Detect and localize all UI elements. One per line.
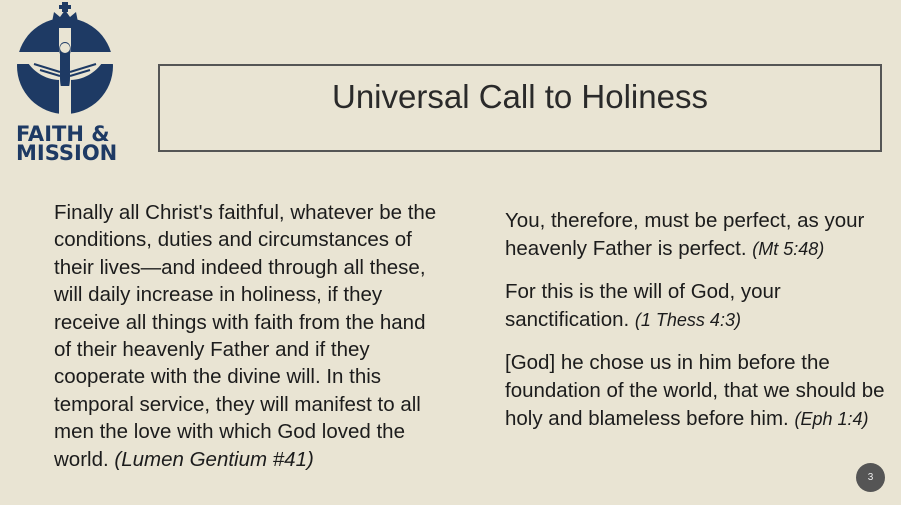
quote-citation: (Lumen Gentium #41): [114, 447, 314, 471]
verse-text: For this is the will of God, your sanctification.: [505, 280, 781, 331]
page-number-badge: 3: [856, 463, 885, 492]
verse-item: [505, 349, 890, 433]
verse-citation: (Eph 1:4): [794, 409, 869, 429]
logo-line-1: FAITH &: [16, 122, 110, 146]
verse-text: [God] he chose us in him before the foundation of the world, that we should be holy and blameless before him.: [505, 351, 885, 430]
logo-line-2: MISSION: [16, 141, 118, 165]
quote-text: Finally all Christ's faithful, whatever be the conditions, duties and circumstances of their lives—and indeed through all these, will daily increase in holiness, if they receive all things with faith from the hand of their heavenly Father and if they cooperate with the divine will. In this temporal service, they will manifest to all men the love with which God loved the world.: [54, 201, 437, 471]
verse-text: You, therefore, must be perfect, as your heavenly Father is perfect.: [505, 209, 865, 260]
verse-citation: (Mt 5:48): [752, 239, 825, 259]
verse-item: [505, 207, 890, 263]
slide-title: Universal Call to Holiness: [332, 78, 708, 115]
faith-mission-logo: [12, 0, 120, 166]
scripture-verses: [505, 207, 890, 448]
lumen-gentium-quote: [54, 199, 446, 473]
crowned-dove-cross-icon: [12, 0, 120, 120]
quote-paragraph: [54, 199, 446, 473]
title-box: [158, 64, 882, 152]
verse-item: [505, 278, 890, 334]
verse-citation: (1 Thess 4:3): [634, 310, 741, 330]
